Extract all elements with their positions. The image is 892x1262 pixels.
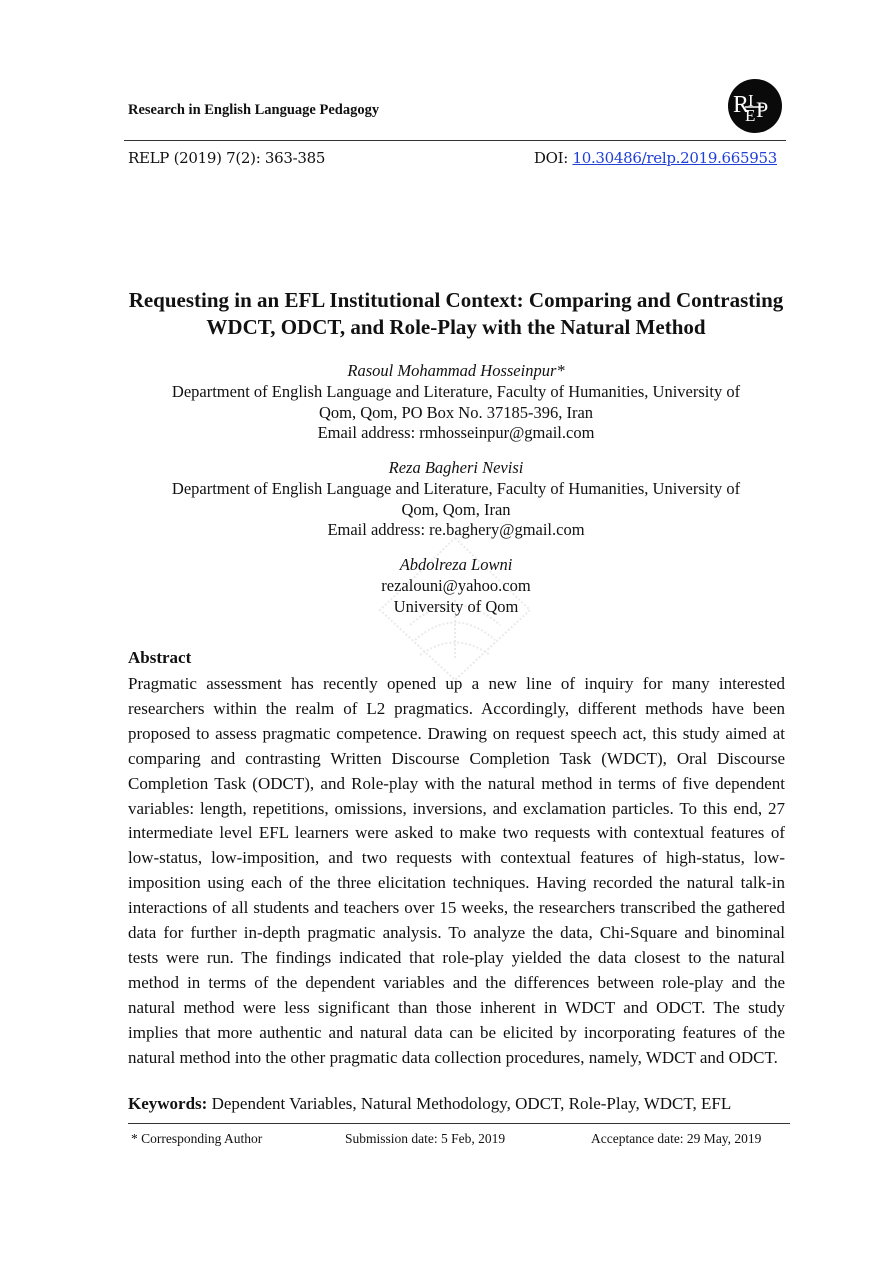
abstract-heading: Abstract bbox=[128, 648, 192, 667]
title-line: WDCT, ODCT, and Role-Play with the Natural Method bbox=[206, 315, 706, 339]
keywords bbox=[128, 1094, 731, 1114]
author-affiliation: Qom, Qom, PO Box No. 37185-396, Iran bbox=[318, 402, 594, 422]
header-divider bbox=[124, 140, 786, 141]
keywords-value: Dependent Variables, Natural Methodology, ODCT, Role-Play, WDCT, EFL bbox=[207, 1094, 732, 1113]
author-email: rezalouni@yahoo.com bbox=[381, 575, 531, 595]
submission-date: Submission date: 5 Feb, 2019 bbox=[345, 1131, 506, 1146]
author-affiliation: University of Qom bbox=[393, 596, 519, 616]
author-name: Abdolreza Lowni bbox=[399, 555, 513, 574]
doi-link[interactable]: 10.30486/relp.2019.665953 bbox=[572, 149, 777, 167]
keywords-label: Keywords: bbox=[128, 1094, 208, 1113]
doi-label: DOI: bbox=[533, 149, 573, 167]
author-block bbox=[100, 555, 812, 617]
abstract-body: Pragmatic assessment has recently opened up a new line of inquiry for many interested researchers within the realm of L2 pragmatics. Accordingly, different methods have been proposed to assess pragmatic competence. Drawing on request speech act, this study aimed at comparing and contrasting Written Discourse Completion Task (WDCT), Oral Discourse Completion Task (ODCT), and Role-play with the natural method in terms of five dependent variables: length, repetitions, omissions, inversions, and exclamation particles. To this end, 27 intermediate level EFL learners were asked to make two requests with contextual features of low-status, low-imposition, and two requests with contextual features of high-status, low-imposition using each of the three elicitation techniques. Having recorded the natural talk-in interactions of all students and teachers over 15 weeks, the researchers transcribed the gathered data for further in-depth pragmatic analysis. To analyze the data, Chi-Square and binominal tests were run. The findings indicated that role-play yielded the data closest to the natural method in terms of the dependent variables and the differences between role-play and the natural method were less significant than those inherent in WDCT and ODCT. The study implies that more authentic and natural data can be elicited by incorporating features of the natural method into the other pragmatic data collection procedures, namely, WDCT and ODCT. bbox=[128, 674, 785, 1067]
corresponding-author-note: * Corresponding Author bbox=[131, 1131, 263, 1146]
doi bbox=[534, 149, 777, 167]
journal-logo-icon bbox=[728, 79, 782, 133]
author-affiliation: Department of English Language and Literature, Faculty of Humanities, University of bbox=[171, 478, 741, 498]
svg-text:P: P bbox=[756, 97, 769, 122]
author-block bbox=[100, 361, 812, 444]
svg-text:I: I bbox=[748, 91, 754, 110]
author-name: Reza Bagheri Nevisi bbox=[388, 458, 524, 477]
author-affiliation: Department of English Language and Literature, Faculty of Humanities, University of bbox=[171, 381, 741, 401]
footer-divider bbox=[128, 1123, 790, 1124]
author-email: Email address: rmhosseinpur@gmail.com bbox=[317, 423, 595, 443]
paper-title bbox=[100, 287, 812, 341]
author-name: Rasoul Mohammad Hosseinpur* bbox=[347, 361, 565, 380]
acceptance-date: Acceptance date: 29 May, 2019 bbox=[591, 1131, 762, 1146]
citation: RELP (2019) 7(2): 363-385 bbox=[128, 149, 326, 167]
svg-text:R: R bbox=[733, 92, 750, 118]
author-block bbox=[100, 458, 812, 541]
svg-text:E: E bbox=[745, 106, 756, 125]
author-email: Email address: re.baghery@gmail.com bbox=[327, 520, 585, 540]
title-line: Requesting in an EFL Institutional Context: Comparing and Contrasting bbox=[128, 288, 784, 312]
author-affiliation: Qom, Qom, Iran bbox=[401, 499, 511, 519]
journal-name: Research in English Language Pedagogy bbox=[128, 102, 380, 118]
